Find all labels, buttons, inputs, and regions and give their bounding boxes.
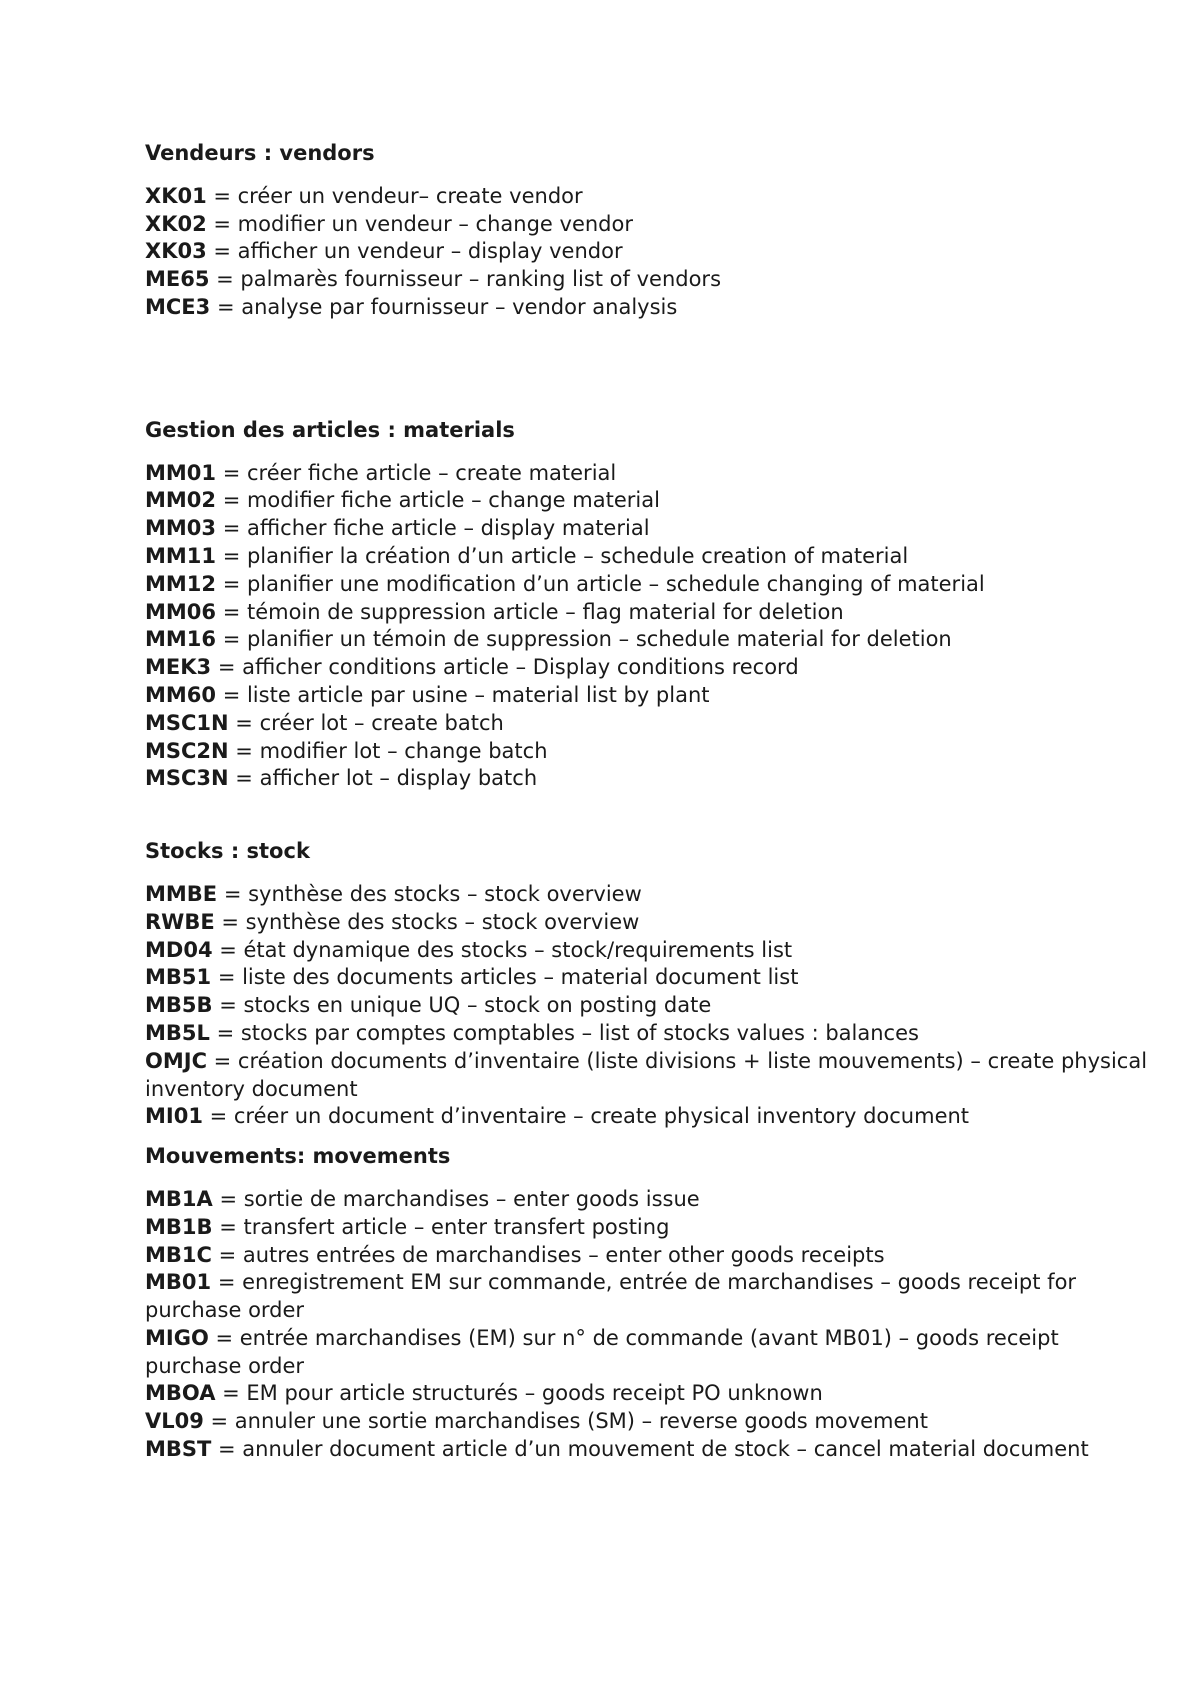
entry [145, 1103, 1155, 1131]
entry [145, 571, 1155, 599]
transaction-code: MB1B [145, 1214, 213, 1239]
entry [145, 211, 1155, 239]
transaction-code: MD04 [145, 937, 213, 962]
entry [145, 1269, 1155, 1325]
entry-description: = état dynamique des stocks – stock/requirements list [212, 937, 793, 962]
entry [145, 626, 1155, 654]
entry [145, 654, 1155, 682]
entry-description: = modifier fiche article – change material [216, 488, 660, 513]
transaction-code: MM06 [145, 599, 217, 624]
entry [145, 964, 1155, 992]
entry-list [145, 460, 1155, 794]
transaction-code: XK01 [145, 183, 207, 208]
entry-description: = liste des documents articles – material document list [211, 965, 799, 990]
transaction-code: MB01 [145, 1270, 212, 1295]
entry-list [145, 183, 1155, 322]
entry-description: = créer un document d’inventaire – create physical inventory document [202, 1104, 970, 1129]
entry [145, 238, 1155, 266]
transaction-code: MSC1N [145, 710, 229, 735]
transaction-code: MB1C [145, 1242, 212, 1267]
entry [145, 1048, 1155, 1104]
entry [145, 1242, 1155, 1270]
section-vendors [145, 140, 1155, 322]
entry-description: = annuler document article d’un mouvement de stock – cancel material document [211, 1437, 1089, 1462]
transaction-code: MMBE [145, 881, 218, 906]
transaction-code: OMJC [145, 1048, 207, 1073]
entry-description: = enregistrement EM sur commande, entrée de marchandises – goods receipt for purchase order [145, 1270, 1077, 1323]
entry [145, 937, 1155, 965]
transaction-code: MEK3 [145, 655, 212, 680]
section-title: Gestion des articles : materials [145, 417, 515, 442]
entry [145, 1408, 1155, 1436]
entry [145, 1380, 1155, 1408]
entry [145, 909, 1155, 937]
transaction-code: MM16 [145, 627, 217, 652]
entry-description: = sortie de marchandises – enter goods issue [212, 1186, 700, 1211]
entry [145, 682, 1155, 710]
entry-description: = entrée marchandises (EM) sur n° de commande (avant MB01) – goods receipt purchase order [145, 1325, 1059, 1378]
entry [145, 294, 1155, 322]
transaction-code: MM60 [145, 682, 217, 707]
entry-description: = afficher conditions article – Display conditions record [211, 655, 799, 680]
entry-description: = annuler une sortie marchandises (SM) – reverse goods movement [203, 1409, 928, 1434]
entry-list [145, 881, 1155, 1131]
entry-description: = créer un vendeur– create vendor [206, 183, 583, 208]
transaction-code: MM02 [145, 488, 217, 513]
entry [145, 515, 1155, 543]
entry-list [145, 1186, 1155, 1464]
transaction-code: VL09 [145, 1409, 204, 1434]
transaction-code: MSC2N [145, 738, 229, 763]
entry [145, 1436, 1155, 1464]
entry-description: = afficher lot – display batch [228, 766, 538, 791]
entry [145, 992, 1155, 1020]
entry-description: = synthèse des stocks – stock overview [214, 909, 640, 934]
transaction-code: MB51 [145, 965, 212, 990]
transaction-code: MBOA [145, 1381, 216, 1406]
entry-description: = témoin de suppression article – flag material for deletion [216, 599, 844, 624]
transaction-code: XK02 [145, 211, 207, 236]
entry-description: = synthèse des stocks – stock overview [217, 881, 642, 906]
entry [145, 1214, 1155, 1242]
entry-description: = créer fiche article – create material [216, 460, 617, 485]
entry [145, 487, 1155, 515]
entry [145, 599, 1155, 627]
transaction-code: XK03 [145, 239, 207, 264]
entry-description: = palmarès fournisseur – ranking list of vendors [209, 267, 722, 292]
entry [145, 738, 1155, 766]
entry-description: = EM pour article structurés – goods receipt PO unknown [215, 1381, 823, 1406]
transaction-code: MIGO [145, 1325, 209, 1350]
transaction-code: MSC3N [145, 766, 229, 791]
entry-description: = stocks en unique UQ – stock on posting date [212, 993, 712, 1018]
entry-description: = liste article par usine – material list by plant [216, 682, 710, 707]
entry [145, 543, 1155, 571]
entry-description: = modifier lot – change batch [228, 738, 548, 763]
transaction-code: MI01 [145, 1104, 203, 1129]
transaction-code: MCE3 [145, 294, 211, 319]
transaction-code: MM03 [145, 516, 217, 541]
transaction-code: MB1A [145, 1186, 213, 1211]
entry-description: = afficher un vendeur – display vendor [206, 239, 623, 264]
section-title: Mouvements: movements [145, 1144, 451, 1169]
entry-description: = création documents d’inventaire (liste divisions + liste mouvements) – create physical inventory document [145, 1048, 1148, 1101]
entry [145, 881, 1155, 909]
entry [145, 1020, 1155, 1048]
entry-description: = afficher fiche article – display material [216, 516, 650, 541]
section-stock [145, 838, 1155, 1131]
transaction-code: MB5L [145, 1020, 210, 1045]
transaction-code: MM12 [145, 571, 217, 596]
transaction-code: RWBE [145, 909, 215, 934]
section-title: Vendeurs : vendors [145, 141, 375, 165]
entry-description: = planifier une modification d’un article – schedule changing of material [216, 571, 985, 596]
section-movements [145, 1143, 1155, 1464]
entry [145, 266, 1155, 294]
section-title: Stocks : stock [145, 839, 310, 864]
transaction-code: MM11 [145, 543, 217, 568]
entry-description: = modifier un vendeur – change vendor [206, 211, 633, 236]
entry [145, 460, 1155, 488]
entry [145, 183, 1155, 211]
transaction-code: MB5B [145, 993, 213, 1018]
entry [145, 1186, 1155, 1214]
entry-description: = analyse par fournisseur – vendor analysis [210, 294, 678, 319]
entry-description: = planifier la création d’un article – schedule creation of material [216, 543, 909, 568]
entry-description: = créer lot – create batch [228, 710, 504, 735]
transaction-code: MBST [145, 1437, 212, 1462]
entry [145, 1325, 1155, 1381]
entry-description: = stocks par comptes comptables – list of stocks values : balances [209, 1020, 919, 1045]
entry-description: = planifier un témoin de suppression – schedule material for deletion [216, 627, 952, 652]
entry-description: = transfert article – enter transfert posting [212, 1214, 670, 1239]
entry [145, 765, 1155, 793]
section-materials [145, 417, 1155, 793]
transaction-code: MM01 [145, 460, 217, 485]
entry [145, 710, 1155, 738]
transaction-code: ME65 [145, 267, 210, 292]
document-page [145, 140, 1155, 1464]
entry-description: = autres entrées de marchandises – enter other goods receipts [211, 1242, 885, 1267]
